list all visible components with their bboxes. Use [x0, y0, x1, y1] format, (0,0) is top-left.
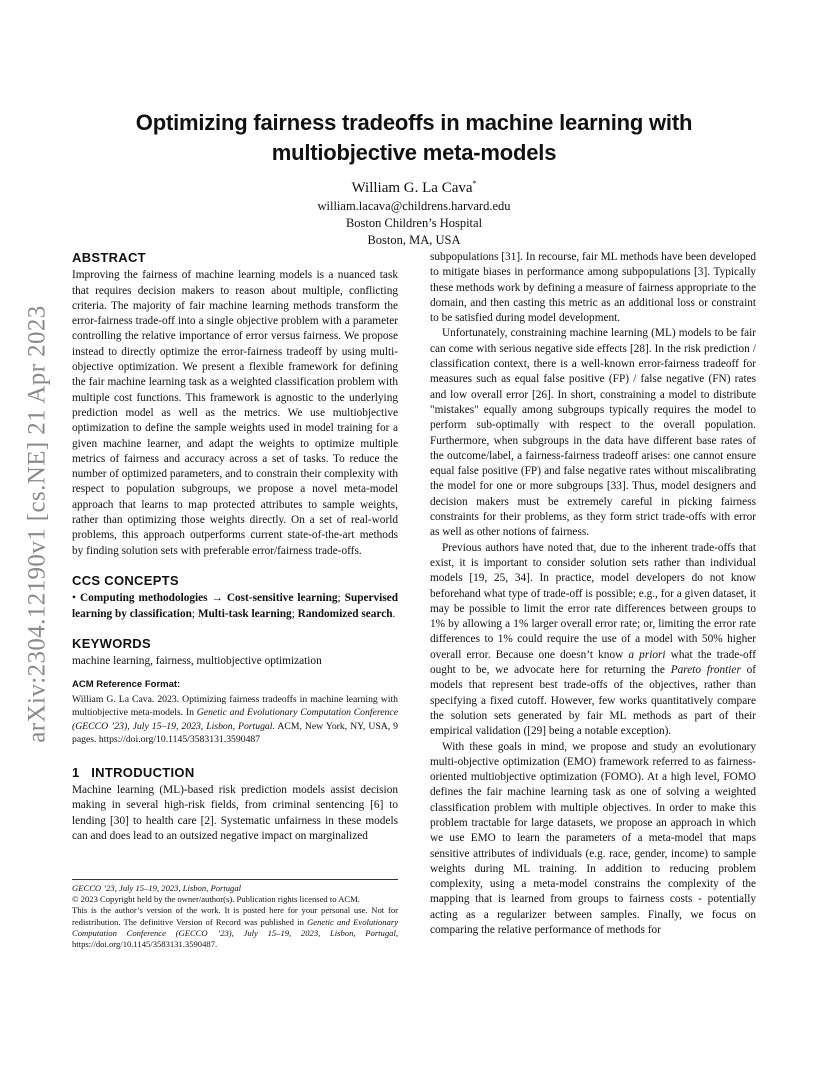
left-column: [72, 250, 398, 844]
keywords-text: machine learning, fairness, multiobjective optimization: [72, 655, 322, 668]
right-paragraph-2: Unfortunately, constraining machine learning (ML) models to be fair can come with serious negative side effects [28]. In the risk prediction / classification context, there is a well-known error-fairness tradeoff for measures such as equal false positive (FP) / false negative (FN) rates and low overall error [26]. In short, constraining a model to distribute "mistakes" equally among subgroups typically requires the model to perform sub-optimally with respect to the overall population. Furthermore, when subgroups in the data have different base rates of the outcome/label, a fairness-fairness tradeoff arises: one cannot ensure equal false positive (FP) and false negative rates without miscalibrating the model for one or more subgroups [33]. Thus, model designers and decision makers must be extremely careful in picking fairness constraints for their problems, as they form strict trade-offs with error as well as other notions of fairness.: [430, 327, 756, 539]
ccs-bullet: •: [72, 592, 76, 605]
ccs-separator: ;: [337, 592, 345, 605]
footnote: [72, 883, 398, 950]
author-location: Boston, MA, USA: [367, 233, 461, 247]
emphasis-pareto-frontier: Pareto frontier: [670, 664, 741, 677]
footnote-version-pre: This is the author’s version of the work. It is posted here for your personal use. Not for redistribution. The definitive Version of Record was published in: [72, 905, 398, 927]
ccs-separator: ;: [291, 607, 298, 620]
acm-reference-pre: William G. La Cava. 2023. Optimizing fairness tradeoffs in machine learning with multiobjective meta-models. In: [72, 693, 398, 719]
footnote-venue: [72, 883, 398, 894]
arxiv-stamp-text: arXiv:2304.12190v1 [cs.NE] 21 Apr 2023: [24, 305, 51, 743]
ccs-heading: CCS CONCEPTS: [72, 572, 179, 588]
title-line-2: multiobjective meta-models: [271, 140, 557, 165]
keywords-section: [72, 636, 398, 670]
abstract-text: Improving the fairness of machine learning models is a nuanced task that requires decision makers to reason about multiple, conflicting criteria. The majority of fair machine learning methods transform the error-fairness trade-off into a single objective problem with a parameter controlling the relative importance of error versus fairness. We propose instead to directly optimize the error-fairness tradeoff by using multi-objective optimization. We present a flexible framework for defining the fair machine learning task as a weighted classification problem with multiple cost functions. This framework is agnostic to the underlying prediction model as well as the metrics. We use multiobjective optimization to define the sample weights used in model training for a given machine learner, and adapt the weights to optimize multiple metrics of fairness and accuracy across a set of tasks. To reduce the number of optimized parameters, and to constrain their complexity with respect to population subgroups, we propose a novel meta-model approach that learns to map protected attributes to sample weights, rather than optimizing those weights directly. On a set of real-world problems, this approach outperforms current state-of-the-art methods by finding solution sets with preferable error/fairness trade-offs.: [72, 269, 398, 557]
ccs-section: [72, 573, 398, 622]
author-name: William G. La Cava: [351, 180, 473, 196]
introduction-section: [72, 765, 398, 844]
author-block: [200, 174, 628, 249]
title-line-1: Optimizing fairness tradeoffs in machine learning with: [135, 110, 693, 135]
ccs-concept-4: Randomized search: [297, 607, 393, 620]
footnote-version: [72, 905, 398, 950]
keywords-heading: KEYWORDS: [72, 635, 151, 651]
ccs-separator: ;: [191, 607, 198, 620]
introduction-paragraph: Machine learning (ML)-based risk prediction models assist decision making in several high-risk fields, from criminal sentencing [6] to lending [30] to health care [2]. Systematic unfairness in these models can and does lead to an outsized negative impact on marginalized: [72, 784, 398, 842]
ccs-arrow: →: [211, 592, 223, 605]
acm-reference-heading: ACM Reference Format:: [72, 679, 181, 691]
footnote-rule: [72, 879, 398, 880]
author-email: william.lacava@childrens.harvard.edu: [317, 199, 511, 213]
right-paragraph-3: [430, 541, 756, 740]
ccs-concept-1: Cost-sensitive learning: [226, 592, 338, 605]
acm-reference-venue: Genetic and Evolutionary Computation Conference (GECCO ’23), July 15–19, 2023, Lisbon, Portugal.: [72, 707, 398, 732]
footnote-venue-text: GECCO ’23, July 15–19, 2023, Lisbon, Portugal: [72, 883, 242, 893]
footnote-copyright: © 2023 Copyright held by the owner/author(s). Publication rights licensed to ACM.: [72, 894, 360, 905]
footnote-version-post: , https://doi.org/10.1145/3583131.3590487.: [72, 927, 398, 950]
right-paragraph-4: With these goals in mind, we propose and study an evolutionary multi-objective optimization (EMO) framework referred to as fairness-oriented multiobjective optimization (FOMO). At a high level, FOMO defines the fair machine learning task as one of solving a weighted classification problem with multiple objectives. In order to make this problem tractable for large datasets, we propose an approach in which we use EMO to learn the parameters of a meta-model that maps sensitive attributes of individuals (e.g. race, gender, income) to sample weights during ML training. In addition to reducing problem complexity, using a meta-model constrains the complexity of the mapping that is learned from groups to fairness costs - potentially acting as a regularizer between samples. Finally, we focus on comparing the relative performance of methods for: [430, 740, 756, 937]
right-paragraph-1: subpopulations [31]. In recourse, fair ML methods have been developed to mitigate biases in performance among subpopulations [3]. Typically these methods work by defining a measure of fairness appropriate to the domain, and then casting this metric as an additional loss or constraint to be satisfied during model development.: [430, 251, 756, 325]
introduction-heading: 1 INTRODUCTION: [72, 764, 195, 780]
ccs-root: Computing methodologies: [79, 592, 208, 605]
ccs-end: .: [392, 607, 396, 620]
author-affiliation: Boston Children’s Hospital: [345, 216, 483, 230]
ccs-concept-2: Supervised learning by classification: [72, 592, 399, 620]
arxiv-stamp: [26, 288, 50, 760]
right-paragraph-3-b: what the trade-off ought to be, we advocate here for returning the: [430, 648, 757, 677]
acm-reference-text: [72, 693, 398, 747]
acm-reference-post: ACM, New York, NY, USA, 9 pages. https://doi.org/10.1145/3583131.3590487: [72, 720, 398, 746]
right-paragraph-3-a: Previous authors have noted that, due to the inherent trade-offs that exist, it is important to consider solution sets rather than individual models [19, 25, 34]. In practice, model developers do not know beforehand what type of trade-off is possible; e.g., for a given dataset, it may be possible to limit the error rate differences between groups to 1% by allowing a 1% larger overall error rate; or, limiting the error rate differences to 1% could require the use of a model with 50% higher overall error. Because one doesn’t know: [430, 541, 756, 661]
abstract-heading: ABSTRACT: [72, 250, 146, 265]
author-name-line: [200, 174, 628, 198]
ccs-concept-3: Multi-task learning: [197, 607, 292, 620]
right-column: [430, 250, 756, 938]
paper-title: [100, 108, 728, 168]
emphasis-a-priori: a priori: [628, 648, 666, 661]
author-footnote-mark: *: [472, 179, 477, 188]
ccs-concepts: [72, 591, 398, 622]
right-paragraph-3-c: of models that represent best trade-offs of the objectives, rather than specifying a fixed cutoff. However, few works quantitatively compare the solution sets generated by fair ML methods as part of their empirical validation ([29] being a notable exception).: [430, 664, 756, 738]
footnote-version-venue: Genetic and Evolutionary Computation Conference (GECCO ’23), July 15–19, 2023, Lisbon, Portugal: [72, 916, 399, 938]
